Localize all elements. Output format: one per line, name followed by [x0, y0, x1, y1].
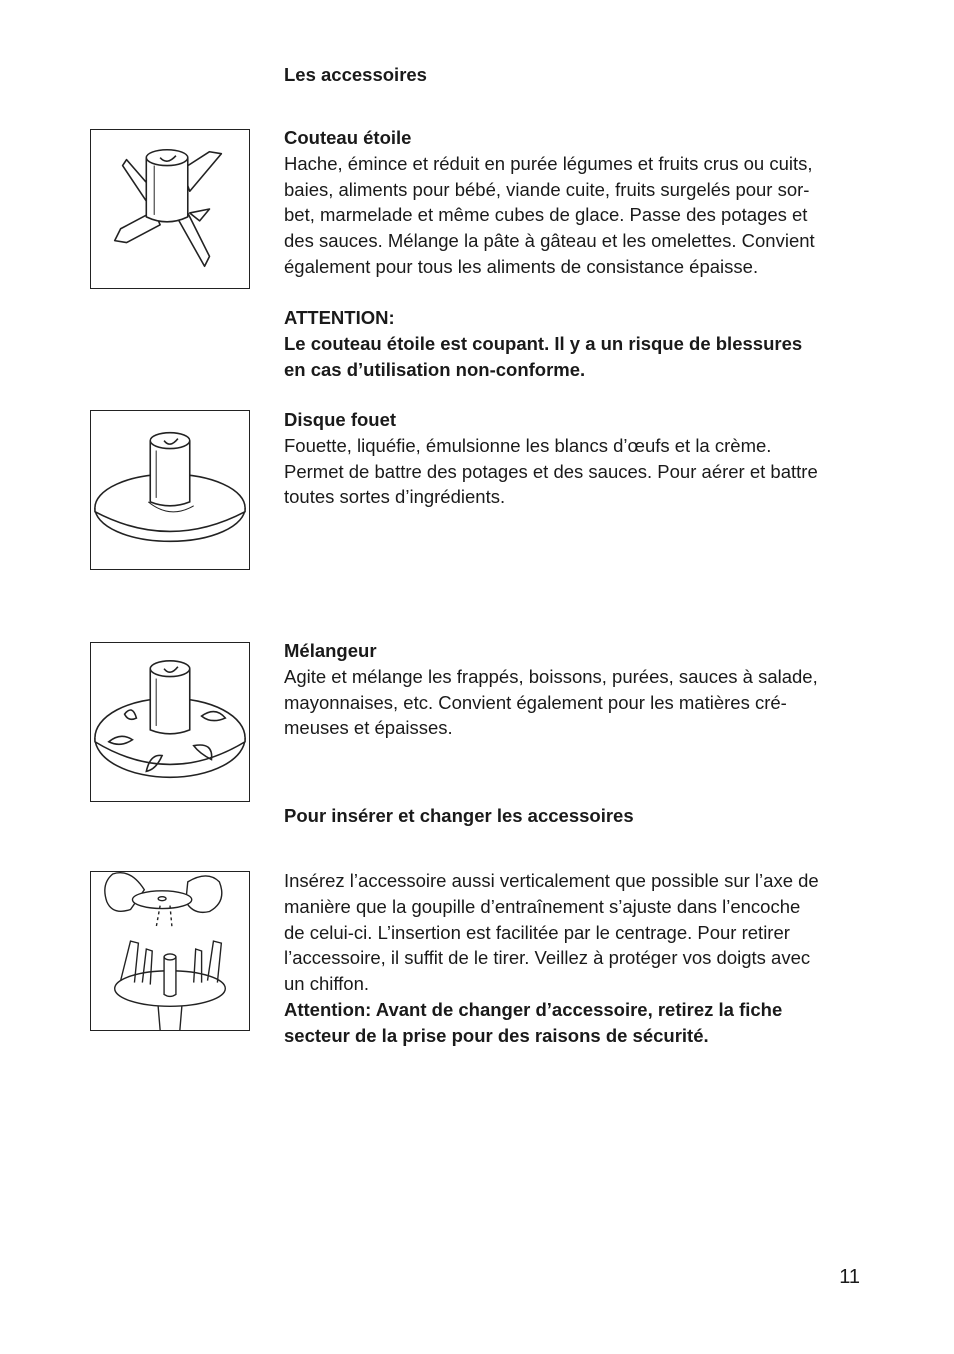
attention-warning [284, 305, 864, 382]
inserer-line: un chiffon. [284, 973, 370, 995]
whisk-disc-icon [90, 410, 250, 570]
couteau-section [284, 125, 864, 280]
inserer-warning-line: Attention: Avant de changer d’accessoire, retirez la fiche [284, 998, 783, 1020]
inserer-section [284, 868, 864, 1049]
melangeur-section [284, 638, 864, 741]
melangeur-line: Agite et mélange les frappés, boissons, purées, sauces à salade, [284, 665, 818, 687]
disque-line: Fouette, liquéfie, émulsionne les blancs d’œufs et la crème. [284, 434, 772, 456]
insert-accessory-icon [90, 871, 250, 1031]
inserer-line: manière que la goupille d’entraînement s’ajuste dans l’encoche [284, 895, 801, 917]
inserer-warning-line: secteur de la prise pour des raisons de sécurité. [284, 1024, 709, 1046]
couteau-heading: Couteau étoile [284, 127, 412, 148]
disque-section [284, 407, 864, 510]
disque-heading: Disque fouet [284, 409, 397, 430]
inserer-heading: Pour insérer et changer les accessoires [284, 805, 634, 826]
melangeur-line: meuses et épaisses. [284, 717, 453, 739]
couteau-line: Hache, émince et réduit en purée légumes et fruits crus ou cuits, [284, 152, 813, 174]
page-title: Les accessoires [284, 64, 427, 85]
melangeur-line: mayonnaises, etc. Convient également pour les matières cré- [284, 691, 787, 713]
star-blade-icon [90, 129, 250, 289]
attention-line: Le couteau étoile est coupant. Il y a un risque de blessures [284, 332, 803, 354]
inserer-line: Insérez l’accessoire aussi verticalement que possible sur l’axe de [284, 870, 819, 891]
disque-line: Permet de battre des potages et des sauces. Pour aérer et battre [284, 460, 818, 482]
couteau-line: des sauces. Mélange la pâte à gâteau et les omelettes. Convient [284, 230, 815, 252]
disque-line: toutes sortes d’ingrédients. [284, 486, 506, 508]
inserer-line: l’accessoire, il suffit de le tirer. Veillez à protéger vos doigts avec [284, 947, 811, 969]
attention-heading: ATTENTION: [284, 307, 395, 328]
couteau-line: également pour tous les aliments de consistance épaisse. [284, 255, 759, 277]
page-number: 11 [839, 1266, 860, 1288]
mixer-disc-icon [90, 642, 250, 802]
melangeur-heading: Mélangeur [284, 640, 377, 661]
couteau-line: bet, marmelade et même cubes de glace. Passe des potages et [284, 204, 808, 226]
inserer-line: de celui-ci. L’insertion est facilitée par le centrage. Pour retirer [284, 921, 790, 943]
couteau-line: baies, aliments pour bébé, viande cuite, fruits surgelés pour sor- [284, 178, 810, 200]
attention-line: en cas d’utilisation non-conforme. [284, 358, 586, 380]
